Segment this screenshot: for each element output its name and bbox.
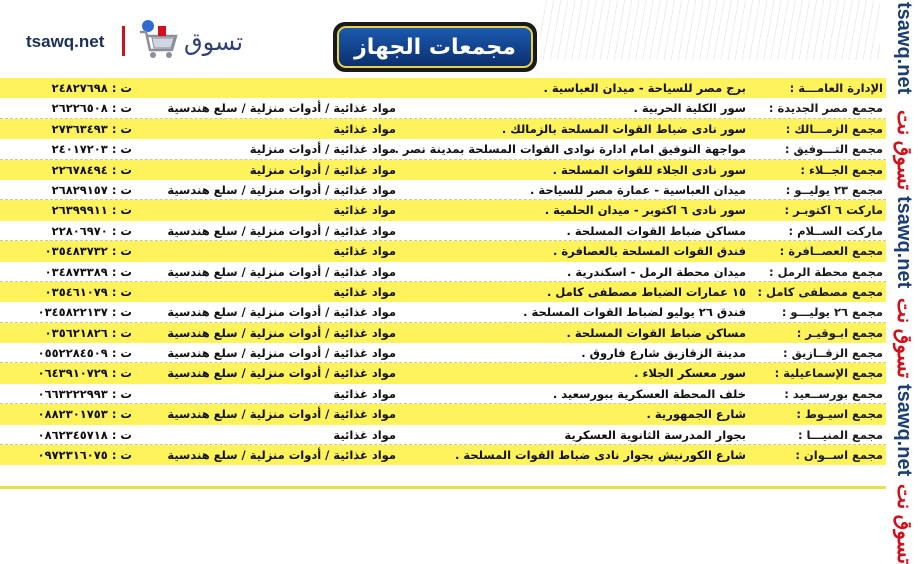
branch-phone — [4, 305, 132, 319]
phone-prefix: ت : — [111, 284, 132, 299]
branch-goods: مواد غذائية / أدوات منزلية / سلع هندسية — [167, 182, 396, 197]
branch-name: مجمع الإسماعيلية : — [774, 366, 883, 381]
site-logo[interactable] — [24, 16, 264, 64]
branch-name: مجمع العصــافرة : — [779, 244, 883, 259]
branch-address: ميدان محطة الرمل - اسكندرية . — [567, 264, 746, 279]
table-row — [0, 139, 886, 159]
phone-prefix: ت : — [111, 223, 132, 238]
phone-number: ٢٤٠١٧٢٠٣ — [51, 142, 108, 157]
phone-number: ٢٧٣٦٣٤٩٣ — [51, 121, 108, 136]
branch-phone — [4, 101, 132, 115]
branch-name: مجمع اســوان : — [795, 448, 883, 463]
branch-phone — [4, 346, 132, 360]
branch-goods: مواد غذائية — [333, 427, 396, 442]
side-watermark-arabic: تسوق نت — [893, 484, 915, 564]
branch-goods: مواد غذائية / أدوات منزلية / سلع هندسية — [167, 346, 396, 361]
phone-number: ٠٣٤٥٨٢٢١٣٧ — [37, 305, 108, 320]
phone-number: ٢٦٣٩٩٩١١ — [51, 203, 108, 218]
table-row — [0, 425, 886, 445]
phone-number: ٠٨٨٢٣٠١٧٥٣ — [37, 407, 108, 422]
page-title-box — [333, 22, 537, 72]
table-row — [0, 323, 886, 343]
decorative-stripe — [540, 0, 880, 60]
branch-name: مجمع ٢٣ يوليــو : — [785, 182, 883, 197]
branch-goods: مواد غذائية — [333, 386, 396, 401]
table-row — [0, 241, 886, 261]
bottom-divider — [0, 486, 886, 489]
table-row — [0, 160, 886, 180]
branch-name: مجمع مصر الجديدة : — [768, 101, 883, 116]
side-watermark-arabic: تسوق نت — [893, 298, 915, 379]
phone-prefix: ت : — [111, 182, 132, 197]
branch-name: مجمع المنيـــا : — [797, 427, 883, 442]
branch-phone — [4, 448, 132, 462]
phone-number: ٠٣٥٤٨٣٧٣٢ — [44, 244, 108, 259]
phone-prefix: ت : — [111, 101, 132, 116]
branch-address: ميدان العباسية - عمارة مصر للسياحة . — [529, 182, 746, 197]
table-row — [0, 180, 886, 200]
phone-number: ٠٦٤٣٩١٠٧٢٩ — [37, 366, 108, 381]
branch-address: خلف المحطة العسكرية ببورسعيد . — [552, 386, 746, 401]
phone-number: ٢٦٨٢٩١٥٧ — [51, 182, 108, 197]
branch-address: شارع الكورنيش بجوار نادى ضباط القوات المسلحة . — [455, 448, 746, 463]
branch-address: سور نادى ضباط القوات المسلحة بالزمالك . — [501, 121, 746, 136]
branch-goods: مواد غذائية — [333, 284, 396, 299]
phone-prefix: ت : — [111, 264, 132, 279]
side-watermark-latin: tsawq.net — [893, 2, 915, 95]
phone-number: ٠٣٥٦٢١٨٢٦ — [44, 325, 108, 340]
branch-phone — [4, 244, 132, 258]
branch-goods: مواد غذائية / أدوات منزلية / سلع هندسية — [167, 264, 396, 279]
table-row — [0, 221, 886, 241]
phone-prefix: ت : — [111, 142, 132, 157]
branch-address: سور معسكر الجلاء . — [634, 366, 746, 381]
branch-goods: مواد غذائية / أدوات منزلية / سلع هندسية — [167, 448, 396, 463]
phone-number: ٠٣٥٤٦١٠٧٩ — [44, 284, 108, 299]
table-row — [0, 262, 886, 282]
table-row — [0, 302, 886, 322]
branch-phone — [4, 407, 132, 421]
branch-address: سور نادى الجلاء للقوات المسلحة . — [552, 162, 746, 177]
branch-goods: مواد غذائية / أدوات منزلية / سلع هندسية — [167, 325, 396, 340]
branch-phone — [4, 183, 132, 197]
branch-goods: مواد غذائية / أدوات منزلية / سلع هندسية — [167, 366, 396, 381]
logo-arabic-text: تسوق — [184, 28, 244, 56]
table-row — [0, 363, 886, 383]
table-row — [0, 98, 886, 118]
branches-table — [0, 78, 886, 465]
branch-address: مساكن ضباط القوات المسلحة . — [566, 325, 746, 340]
phone-prefix: ت : — [111, 448, 132, 463]
phone-number: ٢٢٦٧٨٤٩٤ — [51, 162, 108, 177]
branch-name: ماركت ٦ اكتوبـر : — [784, 203, 883, 218]
branch-phone — [4, 122, 132, 136]
logo-divider — [122, 26, 125, 56]
side-watermark-latin: tsawq.net — [893, 196, 915, 289]
phone-prefix: ت : — [111, 427, 132, 442]
branch-address: مدينة الزقازيق شارع فاروق . — [581, 346, 746, 361]
branch-phone — [4, 326, 132, 340]
shopping-cart-icon — [134, 18, 182, 62]
phone-prefix: ت : — [111, 121, 132, 136]
branch-address: ١٥ عمارات الضباط مصطفى كامل . — [547, 284, 746, 299]
phone-prefix: ت : — [111, 325, 132, 340]
branch-name: مجمع التـــوفيق : — [784, 142, 883, 157]
branch-name: مجمع ابـوقيـر : — [796, 325, 883, 340]
page-title: مجمعات الجهاز — [337, 26, 533, 68]
branch-goods: مواد غذائية / أدوات منزلية / سلع هندسية — [167, 101, 396, 116]
branch-address: مساكن ضباط القوات المسلحة . — [566, 223, 746, 238]
branch-phone — [4, 265, 132, 279]
phone-prefix: ت : — [111, 244, 132, 259]
branch-goods: مواد غذائية / أدوات منزلية — [249, 142, 396, 157]
branch-phone — [4, 224, 132, 238]
logo-url-text: tsawq.net — [26, 32, 105, 51]
phone-number: ٠٣٤٨٧٣٣٨٩ — [44, 264, 108, 279]
table-row — [0, 445, 886, 465]
branch-phone — [4, 285, 132, 299]
branch-address: مواجهة التوفيق امام ادارة نوادى القوات المسلحة بمدينة نصر . — [394, 142, 746, 157]
branch-goods: مواد غذائية — [333, 244, 396, 259]
branch-name: الإدارة العامـــة : — [789, 81, 883, 95]
table-row — [0, 384, 886, 404]
branch-name: مجمع الجــلاء : — [800, 162, 883, 177]
branch-goods: مواد غذائية / أدوات منزلية — [249, 162, 396, 177]
branch-name: مجمع ٢٦ يوليـــو : — [781, 305, 883, 320]
side-watermark-column — [886, 0, 918, 564]
phone-prefix: ت : — [111, 203, 132, 218]
phone-prefix: ت : — [111, 346, 132, 361]
phone-number: ٠٩٧٢٣١٦٠٧٥ — [37, 448, 108, 463]
table-row — [0, 119, 886, 139]
phone-number: ٠٥٥٢٢٨٤٥٠٩ — [37, 346, 108, 361]
table-row — [0, 282, 886, 302]
phone-prefix: ت : — [111, 407, 132, 422]
branch-goods: مواد غذائية / أدوات منزلية / سلع هندسية — [167, 407, 396, 422]
branch-address: بجوار المدرسة الثانوية العسكرية — [564, 427, 746, 442]
phone-prefix: ت : — [111, 305, 132, 320]
branch-address: سور نادى ٦ اكتوبر - ميدان الحلمية . — [544, 203, 746, 218]
phone-number: ٠٦٦٣٢٢٢٩٩٣ — [37, 386, 108, 401]
branch-goods: مواد غذائية — [333, 203, 396, 218]
phone-number: ٢٦٢٢٦٥٠٨ — [51, 101, 108, 116]
branch-goods: مواد غذائية — [333, 121, 396, 136]
phone-prefix: ت : — [111, 366, 132, 381]
phone-prefix: ت : — [111, 386, 132, 401]
side-watermark-latin: tsawq.net — [893, 384, 915, 477]
branch-name: مجمع محطة الرمل : — [769, 264, 883, 279]
branch-name: مجمع الزمـــالك : — [785, 121, 883, 136]
phone-number: ٠٨٦٢٣٤٥٧١٨ — [37, 427, 108, 442]
table-row — [0, 343, 886, 363]
phone-number: ٢٤٨٢٧٦٩٨ — [51, 81, 108, 95]
branch-name: مجمع اسيـوط : — [796, 407, 883, 422]
branch-name: مجمع مصطفى كامل : — [757, 284, 883, 299]
table-row — [0, 78, 886, 98]
branch-goods: مواد غذائية / أدوات منزلية / سلع هندسية — [167, 305, 396, 320]
branch-phone — [4, 81, 132, 95]
branch-address: شارع الجمهورية . — [646, 407, 746, 422]
branch-address: برج مصر للسياحة - ميدان العباسية . — [543, 81, 746, 95]
branch-address: فندق ٢٦ يوليو لضباط القوات المسلحة . — [523, 305, 746, 320]
phone-prefix: ت : — [111, 162, 132, 177]
side-watermark-arabic: تسوق نت — [893, 110, 915, 191]
branch-phone — [4, 366, 132, 380]
branch-goods: مواد غذائية / أدوات منزلية / سلع هندسية — [167, 223, 396, 238]
phone-number: ٢٢٨٠٦٩٧٠ — [51, 223, 108, 238]
branch-phone — [4, 428, 132, 442]
branch-name: ماركت الســلام : — [788, 223, 883, 238]
branch-address: سور الكلية الحربية . — [633, 101, 746, 116]
table-row — [0, 404, 886, 424]
branch-phone — [4, 163, 132, 177]
branch-name: مجمع بورســعيد : — [784, 386, 883, 401]
branch-phone — [4, 387, 132, 401]
branch-phone — [4, 203, 132, 217]
phone-prefix: ت : — [111, 81, 132, 95]
branch-address: فندق القوات المسلحة بالعصافرة . — [553, 244, 746, 259]
table-row — [0, 200, 886, 220]
branch-name: مجمع الزقــازيق : — [782, 346, 883, 361]
branch-phone — [4, 142, 132, 156]
